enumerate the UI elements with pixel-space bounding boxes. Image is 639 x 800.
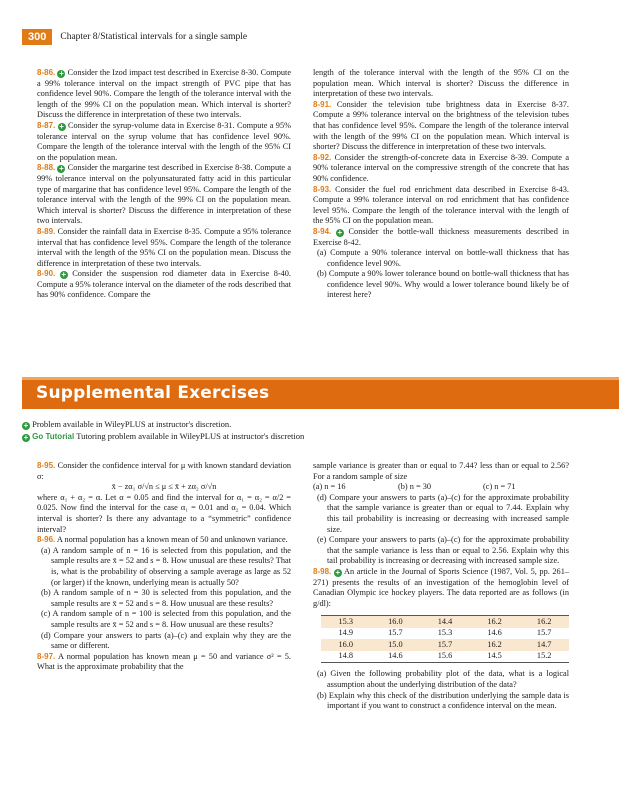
page-header (22, 30, 247, 44)
part-c: (c) A random sample of n = 100 is selected from this population, and the sample results are x̄ = 52 and s = 8. How unusual are these results? (41, 609, 291, 629)
part-d: (d) Compare your answers to parts (a)–(c) and explain why they are the same or different. (41, 630, 291, 651)
plus-icon: + (23, 421, 29, 430)
sample-sizes: (a) n = 16 (b) n = 30 (c) n = 71 (313, 482, 516, 492)
exercise-8-92: 8-92. Consider the strength-of-concrete data in Exercise 8-39. Compute a 90% tolerance interval on the compressive strength of the concrete that has 90% confidence. (313, 152, 569, 183)
exercise-8-89: 8-89. Consider the rainfall data in Exercise 8-35. Compute a 95% tolerance interval that has confidence level 95%. Compare the length of the tolerance interval with the length of the 95% CI on the population mean. Discuss the difference in interpretation of these two intervals. (37, 226, 291, 268)
plus-icon: + (23, 433, 29, 442)
continued-text: sample variance is greater than or equal to 7.44? less than or equal to 2.56? For a random sample of size (313, 461, 569, 481)
part-a: (a) A random sample of n = 16 is selected from this population, and the sample results are x̄ = 52 and s = 8. How unusual are these results? That is, what is the probability of observing a sample average as large as 52 (or larger) if the known, underlying mean is actually 50? (41, 545, 291, 587)
exercise-8-91: 8-91. Consider the television tube brightness data in Exercise 8-37. Compute a 99% tolerance interval on the brightness of the television tubes that has confidence level 95%. Compare the length of the tolerance interval with the length of the 99% CI on the population mean. Which interval is shorter? Discuss the difference in interpretation of these two intervals. (313, 99, 569, 152)
continued-text: length of the tolerance interval with the length of the 95% CI on the population mean. Which interval is shorter? Discuss the difference in interpretation of these two intervals. (313, 68, 569, 99)
left-bottom-column (37, 461, 291, 673)
left-top-column (37, 68, 291, 301)
legend-tutorial: + Go Tutorial Tutoring problem available in WileyPLUS at instructor's discretion (23, 431, 305, 442)
exercise-8-88: 8-88. + Consider the margarine test described in Exercise 8-38. Compute a 99% tolerance interval on the polyunsaturated fatty acid in this particular type of margarine that has confidence level 95%. Compare the length of the tolerance interval with the length of the 99% CI on the population mean. Which interval is shorter? Discuss the difference in interpretation of these two intervals. (37, 163, 291, 226)
section-title: Supplemental Exercises (36, 383, 270, 403)
right-bottom-column (313, 461, 569, 712)
exercise-8-86: 8-86. + Consider the Izod impact test described in Exercise 8-30. Compute a 99% tolerance interval on the impact strength of PVC pipe that has confidence level 90%. Compare the length of the tolerance interval with the length of the 99% CI on the population mean. Which interval is shorter? Discuss the difference in interpretation of these two intervals. (37, 68, 291, 120)
chapter-title: Chapter 8/Statistical intervals for a single sample (60, 32, 248, 42)
part-b: (b) A random sample of n = 30 is selected from this population, and the sample results are x̄ = 52 and s = 8. How unusual are these results? (41, 588, 291, 608)
legend (22, 418, 304, 443)
exercise-8-87: 8-87. + Consider the syrup-volume data in Exercise 8-31. Compute a 95% tolerance interval on the syrup volume that has confidence level 90%. Compare the length of the tolerance interval with the length of the 95% CI on the population mean. (37, 120, 292, 162)
legend-problem: + Problem available in WileyPLUS at instructor's discretion. (23, 419, 232, 430)
exercise-8-94: 8-94. + Consider the bottle-wall thickness measurements described in Exercise 8-42. (313, 226, 569, 247)
part-e: (e) Compare your answers to parts (a)–(c) for the approximate probability that the sample variance is less than or equal to 2.56. Explain why this tail probability is increasing or decreasing with increased sample size. (317, 535, 569, 566)
plus-icon: + (59, 69, 64, 78)
part-b: (b) Explain why this check of the distribution underlying the sample data is important if you want to construct a confidence interval on the mean. (317, 690, 569, 711)
exercise-8-95-text: where α₁ + α₂ = α. Let α = 0.05 and find the interval for α₁ = α₂ = α/2 = 0.025. Now find the interval for the case α₁ = 0.01 and α₂ = 0.04. Which interval is shorter? Is there any advantage to a “symmetric” confidence interval? (37, 492, 291, 534)
exercise-8-95: 8-95. Consider the confidence interval for μ with known standard deviation σ: (37, 461, 292, 481)
exercise-8-90: 8-90. + Consider the suspension rod diameter data in Exercise 8-40. Compute a 95% tolerance interval on the diameter of the rods described that has 90% confidence. Compare the (37, 269, 292, 300)
plus-icon: + (337, 227, 343, 237)
exercise-8-97: 8-97. A normal population has known mean μ = 50 and variance σ² = 5. What is the approximate probability that the (37, 651, 291, 672)
right-top-column (313, 68, 569, 301)
table-row: 14.9 15.7 15.3 14.6 15.7 (338, 628, 552, 638)
plus-icon: + (61, 270, 67, 280)
exercise-8-96: 8-96. A normal population has a known mean of 50 and unknown variance. (37, 535, 288, 545)
table-row: 14.8 14.6 15.6 14.5 15.2 (321, 651, 569, 663)
section-banner (22, 377, 619, 409)
part-d: (d) Compare your answers to parts (a)–(c) for the approximate probability that the sample variance is greater than or equal to 7.44. Explain why this tail probability is increasing or decreasing with increased sample size. (317, 492, 569, 534)
page-number: 300 (22, 29, 52, 45)
exercise-8-98: 8-98. + An article in the Journal of Sports Science (1987, Vol. 5, pp. 261–271) presents the results of an investigation of the hemoglobin level of Canadian Olympic ice hockey players. The data reported are as follows (in g/dl): (313, 566, 569, 608)
plus-icon: + (59, 164, 64, 174)
table-row: 15.3 16.0 14.4 16.2 16.2 (321, 616, 569, 628)
part-a: (a) Compute a 90% tolerance interval on bottle-wall thickness that has confidence level 90%. (317, 248, 569, 268)
plus-icon: + (59, 121, 64, 131)
hemoglobin-table (321, 615, 569, 663)
plus-icon: + (335, 567, 341, 577)
table-row: 16.0 15.0 15.7 16.2 14.7 (321, 639, 569, 651)
ci-formula: x̄ − zα₁ σ/√n ≤ μ ≤ x̄ + zα₂ σ/√n (111, 482, 217, 492)
exercise-8-93: 8-93. Consider the fuel rod enrichment data described in Exercise 8-43. Compute a 99% tolerance interval on rod enrichment that has confidence level 95%. Compare the length of the tolerance interval with the length of the 95% CI on the population mean. (313, 184, 570, 226)
go-tutorial-label: Go Tutorial (32, 432, 75, 441)
part-a: (a) Given the following probability plot of the data, what is a logical assumption about the underlying distribution of the data? (317, 669, 569, 689)
part-b: (b) Compute a 90% lower tolerance bound on bottle-wall thickness that has confidence level 90%. Why would a lower tolerance bound likely be of interest here? (317, 269, 569, 300)
